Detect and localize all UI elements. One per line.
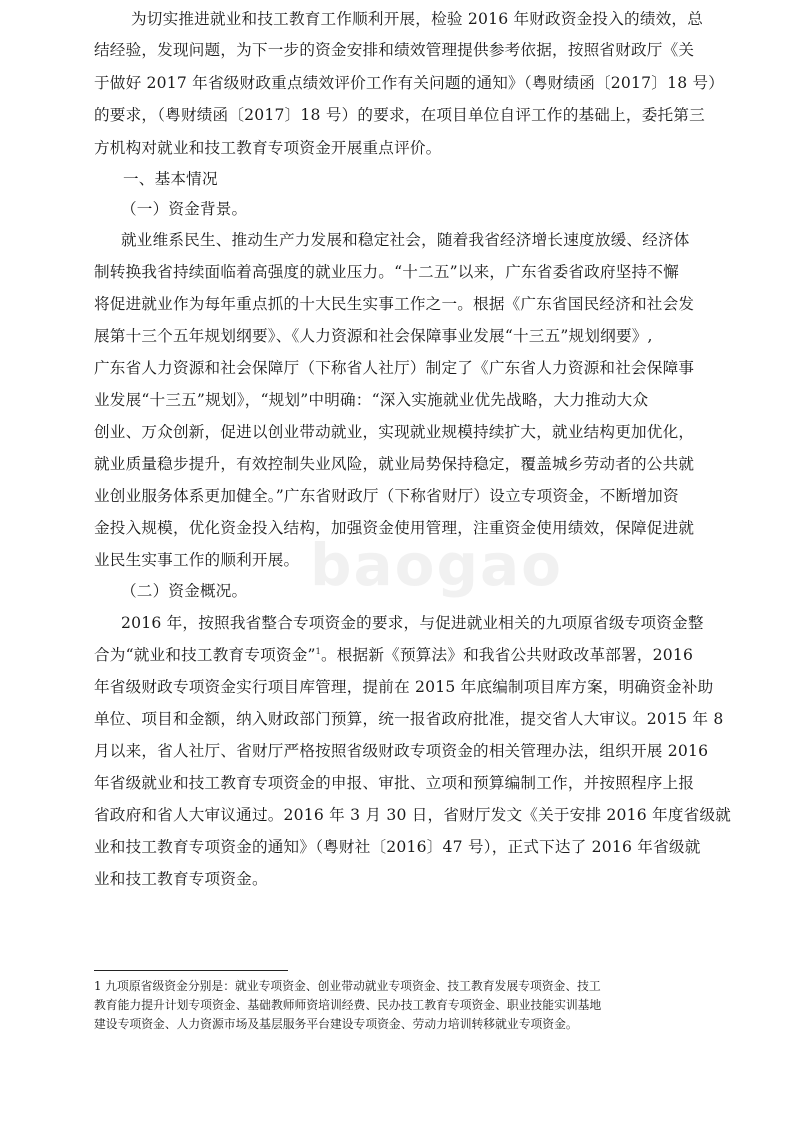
body-line: 业创业服务体系更加健全。”广东省财政厅（下称省财厅）设立专项资金，不断增加资 (94, 487, 679, 505)
section-heading: 一、基本情况 (123, 170, 218, 188)
footnote-separator (94, 970, 288, 971)
footnote-line: 教育能力提升计划专项资金、基础教师师资培训经费、民办技工教育专项资金、职业技能实训基地 (94, 998, 602, 1012)
body-line: 金投入规模，优化资金投入结构，加强资金使用管理，注重资金使用绩效，保障促进就 (94, 519, 695, 537)
body-line: 将促进就业作为每年重点抓的十大民生实事工作之一。根据《广东省国民经济和社会发 (94, 295, 695, 313)
body-line: 业民生实事工作的顺利开展。 (94, 551, 300, 569)
body-line: 单位、项目和金额，纳入财政部门预算，统一报省政府批准，提交省人大审议。2015 年 8 (94, 710, 724, 728)
footnote-line: 1 九项原省级资金分别是：就业专项资金、创业带动就业专项资金、技工教育发展专项资金、技工 (94, 979, 601, 993)
body-line: 年省级就业和技工教育专项资金的申报、审批、立项和预算编制工作，并按照程序上报 (94, 774, 695, 792)
intro-line: 于做好 2017 年省级财政重点绩效评价工作有关问题的通知》（粤财绩函〔2017〕18 号） (94, 74, 725, 92)
footnote-line: 建设专项资金、人力资源市场及基层服务平台建设专项资金、劳动力培训转移就业专项资金。 (94, 1017, 578, 1031)
intro-line: 为切实推进就业和技工教育工作顺利开展，检验 2016 年财政资金投入的绩效，总 (131, 10, 703, 28)
body-line: 就业质量稳步提升，有效控制失业风险，就业局势保持稳定，覆盖城乡劳动者的公共就 (94, 455, 695, 473)
body-line: 业和技工教育专项资金。 (94, 870, 268, 888)
body-line: 月以来，省人社厅、省财厅严格按照省级财政专项资金的相关管理办法，组织开展 2016 (94, 742, 709, 760)
body-line: 省政府和省人大审议通过。2016 年 3 月 30 日，省财厅发文《关于安排 2016 年度省级就 (94, 806, 732, 824)
subsection-heading: （二）资金概况。 (121, 582, 248, 600)
body-line-with-footnote (94, 645, 693, 665)
body-line: 就业维系民生、推动生产力发展和稳定社会，随着我省经济增长速度放缓、经济体 (121, 231, 690, 249)
body-line: 展第十三个五年规划纲要》、《人力资源和社会保障事业发展“十三五”规划纲要》, (94, 327, 653, 345)
body-line: 制转换我省持续面临着高强度的就业压力。“十二五”以来，广东省委省政府坚持不懈 (94, 263, 679, 281)
body-line: 2016 年，按照我省整合专项资金的要求，与促进就业相关的九项原省级专项资金整 (121, 614, 704, 632)
footnote-reference[interactable]: 1 (315, 646, 321, 656)
body-text: 合为“就业和技工教育专项资金” (94, 646, 316, 664)
watermark: baogao (310, 531, 564, 599)
body-line: 年省级财政专项资金实行项目库管理，提前在 2015 年底编制项目库方案，明确资金补助 (94, 678, 714, 696)
intro-line: 方机构对就业和技工教育专项资金开展重点评价。 (94, 139, 442, 157)
body-text: 。根据新《预算法》和我省公共财政改革部署，2016 (320, 646, 694, 664)
intro-line: 的要求，（粤财绩函〔2017〕18 号）的要求，在项目单位自评工作的基础上，委托第三 (94, 106, 705, 124)
body-line: 业发展“十三五”规划》，“规划”中明确：“深入实施就业优先战略，大力推动大众 (94, 391, 649, 409)
intro-line: 结经验，发现问题，为下一步的资金安排和绩效管理提供参考依据，按照省财政厅《关 (94, 41, 695, 59)
body-line: 广东省人力资源和社会保障厅（下称省人社厅）制定了《广东省人力资源和社会保障事 (94, 359, 695, 377)
body-line: 业和技工教育专项资金的通知》（粤财社〔2016〕47 号），正式下达了 2016 年省级就 (94, 838, 701, 856)
body-line: 创业、万众创新，促进以创业带动就业，实现就业规模持续扩大，就业结构更加优化， (94, 423, 695, 441)
subsection-heading: （一）资金背景。 (121, 200, 248, 218)
